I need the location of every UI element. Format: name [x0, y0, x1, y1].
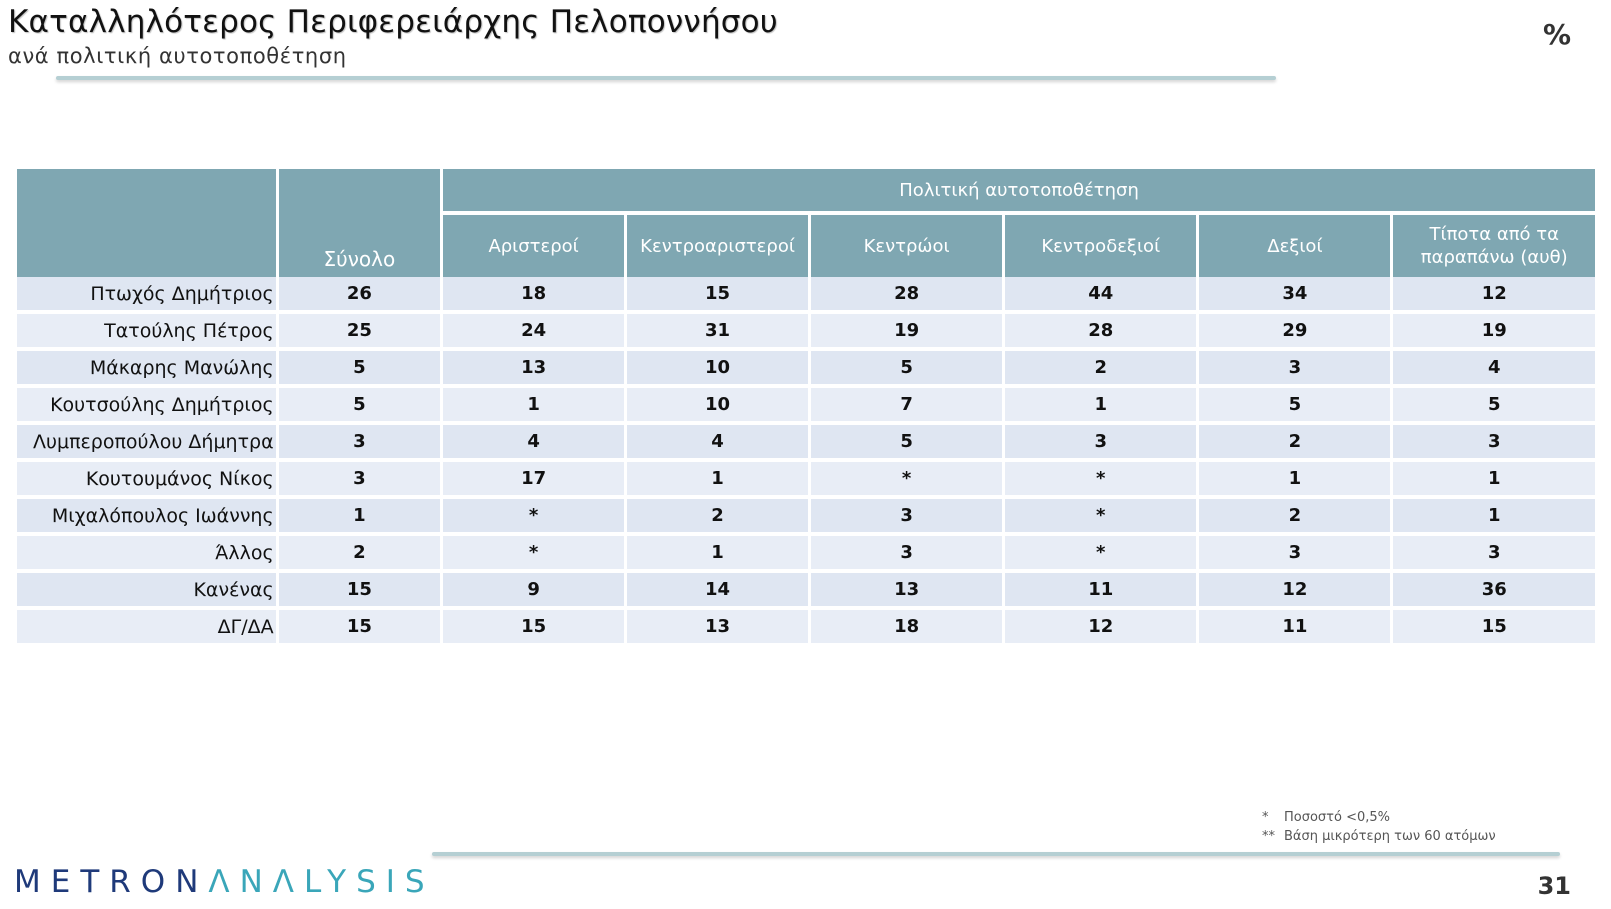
table-row: [17, 388, 1595, 425]
value-cell: 3: [1393, 536, 1595, 573]
value-cell: 15: [443, 610, 624, 647]
total-cell: 1: [279, 499, 441, 536]
value-cell: 3: [811, 536, 1002, 573]
value-cell: 1: [1199, 462, 1390, 499]
value-cell: 18: [443, 277, 624, 314]
value-cell: 5: [811, 425, 1002, 462]
value-cell: 24: [443, 314, 624, 351]
value-cell: 7: [811, 388, 1002, 425]
value-cell: 5: [1199, 388, 1390, 425]
value-cell: 14: [627, 573, 808, 610]
footnote-item: ** Βάση μικρότερη των 60 ατόμων: [1262, 829, 1496, 844]
value-cell: *: [443, 536, 624, 573]
candidate-name: Μιχαλόπουλος Ιωάννης: [17, 499, 276, 536]
table-row: [17, 314, 1595, 351]
total-cell: 5: [279, 388, 441, 425]
value-cell: *: [1005, 499, 1196, 536]
candidate-name: Κανένας: [17, 573, 276, 610]
value-cell: 12: [1199, 573, 1390, 610]
value-cell: 3: [1005, 425, 1196, 462]
value-cell: 28: [1005, 314, 1196, 351]
value-cell: 12: [1005, 610, 1196, 647]
value-cell: 36: [1393, 573, 1595, 610]
footer-divider: [432, 852, 1560, 856]
page-subtitle: ανά πολιτική αυτοτοποθέτηση: [8, 44, 347, 68]
row-label-header: [17, 169, 276, 277]
footnotes: [1262, 808, 1496, 846]
value-cell: 18: [811, 610, 1002, 647]
value-cell: 1: [627, 462, 808, 499]
value-cell: 3: [1199, 351, 1390, 388]
footnote-item: * Ποσοστό <0,5%: [1262, 810, 1390, 825]
value-cell: 34: [1199, 277, 1390, 314]
value-cell: 17: [443, 462, 624, 499]
total-column-header: Σύνολο: [279, 169, 441, 277]
candidate-name: Κουτσούλης Δημήτριος: [17, 388, 276, 425]
page-number: 31: [1537, 872, 1571, 900]
value-cell: 5: [1393, 388, 1595, 425]
value-cell: 13: [443, 351, 624, 388]
table-row: [17, 277, 1595, 314]
value-cell: 4: [1393, 351, 1595, 388]
value-cell: 11: [1199, 610, 1390, 647]
value-cell: 3: [1199, 536, 1390, 573]
value-cell: 4: [443, 425, 624, 462]
value-cell: 44: [1005, 277, 1196, 314]
total-cell: 3: [279, 425, 441, 462]
column-header: Τίποτα από τα παραπάνω (αυθ): [1393, 215, 1595, 277]
value-cell: 10: [627, 351, 808, 388]
table-row: [17, 536, 1595, 573]
value-cell: 13: [627, 610, 808, 647]
page-title: Καταλληλότερος Περιφερειάρχης Πελοποννήσου: [8, 4, 778, 40]
candidate-name: Κουτουμάνος Νίκος: [17, 462, 276, 499]
column-header: Δεξιοί: [1199, 215, 1390, 277]
value-cell: *: [443, 499, 624, 536]
column-header: Κεντροαριστεροί: [627, 215, 808, 277]
value-cell: 1: [443, 388, 624, 425]
value-cell: 5: [811, 351, 1002, 388]
candidate-name: ΔΓ/ΔΑ: [17, 610, 276, 647]
value-cell: 9: [443, 573, 624, 610]
value-cell: 15: [627, 277, 808, 314]
value-cell: 4: [627, 425, 808, 462]
unit-label: %: [1542, 18, 1571, 51]
value-cell: 10: [627, 388, 808, 425]
value-cell: 2: [1199, 425, 1390, 462]
title-divider: [56, 76, 1276, 80]
column-header: Κεντρώοι: [811, 215, 1002, 277]
value-cell: 12: [1393, 277, 1595, 314]
candidate-name: Μάκαρης Μανώλης: [17, 351, 276, 388]
value-cell: 13: [811, 573, 1002, 610]
value-cell: 11: [1005, 573, 1196, 610]
value-cell: 2: [627, 499, 808, 536]
candidate-name: Πτωχός Δημήτριος: [17, 277, 276, 314]
value-cell: 19: [1393, 314, 1595, 351]
value-cell: 2: [1199, 499, 1390, 536]
value-cell: 29: [1199, 314, 1390, 351]
results-table: [14, 169, 1598, 647]
value-cell: 19: [811, 314, 1002, 351]
metron-analysis-logo: METRONΛNΛLYSIS: [14, 864, 435, 900]
column-header: Αριστεροί: [443, 215, 624, 277]
value-cell: *: [1005, 536, 1196, 573]
table-row: [17, 499, 1595, 536]
value-cell: 2: [1005, 351, 1196, 388]
value-cell: 31: [627, 314, 808, 351]
value-cell: 3: [811, 499, 1002, 536]
total-cell: 5: [279, 351, 441, 388]
total-cell: 25: [279, 314, 441, 351]
value-cell: 15: [1393, 610, 1595, 647]
total-cell: 2: [279, 536, 441, 573]
candidate-name: Λυμπεροπούλου Δήμητρα: [17, 425, 276, 462]
value-cell: 1: [1393, 462, 1595, 499]
candidate-name: Τατούλης Πέτρος: [17, 314, 276, 351]
total-cell: 15: [279, 610, 441, 647]
value-cell: 3: [1393, 425, 1595, 462]
value-cell: 28: [811, 277, 1002, 314]
candidate-name: Άλλος: [17, 536, 276, 573]
value-cell: 1: [1393, 499, 1595, 536]
table-row: [17, 573, 1595, 610]
value-cell: *: [811, 462, 1002, 499]
value-cell: 1: [1005, 388, 1196, 425]
total-cell: 3: [279, 462, 441, 499]
value-cell: *: [1005, 462, 1196, 499]
table-row: [17, 610, 1595, 647]
total-cell: 15: [279, 573, 441, 610]
table-row: [17, 462, 1595, 499]
column-header: Κεντροδεξιοί: [1005, 215, 1196, 277]
table-row: [17, 351, 1595, 388]
total-cell: 26: [279, 277, 441, 314]
group-column-header: Πολιτική αυτοτοποθέτηση: [443, 169, 1595, 211]
value-cell: 1: [627, 536, 808, 573]
table-row: [17, 425, 1595, 462]
